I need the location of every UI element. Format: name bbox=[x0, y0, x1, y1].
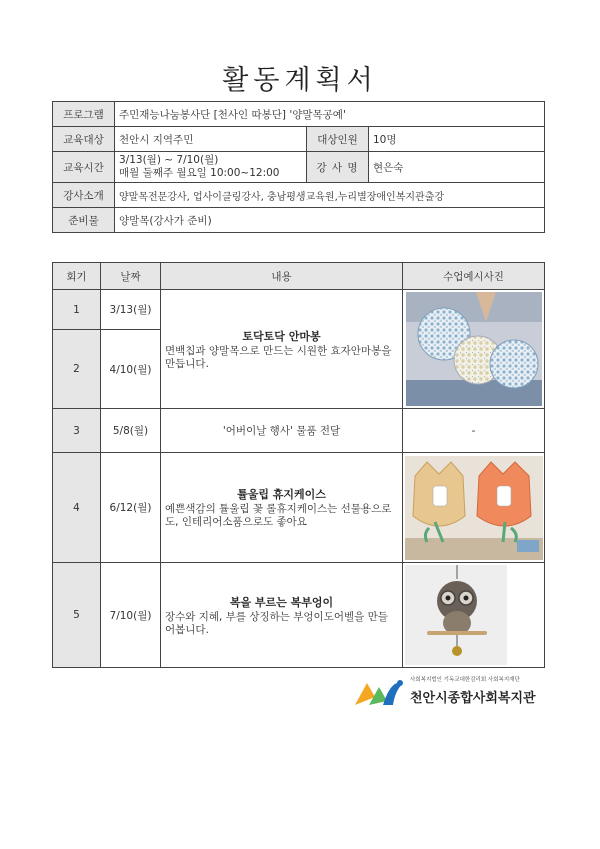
instructor-label: 강 사 명 bbox=[307, 152, 369, 183]
photo-cell-4 bbox=[403, 453, 545, 563]
header-date: 날짜 bbox=[101, 263, 161, 290]
session-no: 2 bbox=[53, 330, 101, 409]
content-title: 튤울립 휴지케이스 bbox=[237, 488, 326, 501]
content-parents-day: '어버이날 행사' 물품 전달 bbox=[161, 409, 403, 453]
program-value: 주민재능나눔봉사단 [천사인 따봉단] '양말목공예' bbox=[115, 102, 545, 127]
program-label: 프로그램 bbox=[53, 102, 115, 127]
content-desc: 예쁜색감의 튤울립 꽃 롤휴지케이스는 선물용으로도, 인테리어소품으로도 좋아요 bbox=[165, 503, 392, 528]
time-line-1: 3/13(월) ~ 7/10(월) bbox=[119, 154, 219, 166]
time-line-2: 매월 둘째주 월요일 10:00~12:00 bbox=[119, 167, 280, 179]
supplies-label: 준비물 bbox=[53, 208, 115, 233]
content-desc: 장수와 지혜, 부를 상징하는 부엉이도어벨을 만들어봅니다. bbox=[165, 610, 388, 636]
intro-label: 강사소개 bbox=[53, 183, 115, 208]
header-photo: 수업예시사진 bbox=[403, 263, 545, 290]
footer-logo bbox=[353, 673, 553, 713]
intro-value: 양말목전문강사, 업사이클링강사, 충남평생교육원,누리별장애인복지관출강 bbox=[115, 183, 545, 208]
content-desc: 면백칩과 양말목으로 만드는 시원한 효자안마봉을 만듭니다. bbox=[165, 344, 392, 370]
supplies-value: 양말목(강사가 준비) bbox=[115, 208, 545, 233]
welfare-center-logo-icon bbox=[353, 677, 407, 711]
target-value: 천안시 지역주민 bbox=[115, 127, 307, 152]
instructor-value: 현은숙 bbox=[369, 152, 545, 183]
info-table bbox=[52, 101, 545, 233]
time-value bbox=[115, 152, 307, 183]
header-session: 회기 bbox=[53, 263, 101, 290]
target-label: 교육대상 bbox=[53, 127, 115, 152]
photo-placeholder-dash: - bbox=[403, 409, 545, 453]
session-date: 3/13(월) bbox=[101, 290, 161, 330]
content-owl bbox=[161, 563, 403, 668]
session-date: 4/10(월) bbox=[101, 330, 161, 409]
photo-cell-1 bbox=[403, 290, 545, 409]
content-tulip-case bbox=[161, 453, 403, 563]
footer-foundation-text: 사회복지법인 기독교대한감리회 사회복지재단 bbox=[410, 677, 520, 683]
content-title: 복을 부르는 복부엉이 bbox=[229, 595, 334, 609]
tulip-case-photo bbox=[405, 456, 543, 560]
content-massage-stick bbox=[161, 290, 403, 409]
schedule-table bbox=[52, 262, 545, 668]
content-title: 토닥토닥 안마봉 bbox=[242, 329, 321, 343]
session-date: 7/10(월) bbox=[101, 563, 161, 668]
session-no: 1 bbox=[53, 290, 101, 330]
header-content: 내용 bbox=[161, 263, 403, 290]
photo-cell-5 bbox=[403, 563, 545, 668]
headcount-value: 10명 bbox=[369, 127, 545, 152]
headcount-label: 대상인원 bbox=[307, 127, 369, 152]
massage-stick-photo bbox=[406, 292, 542, 406]
session-date: 6/12(월) bbox=[101, 453, 161, 563]
page-title: 활동계획서 bbox=[222, 65, 378, 96]
owl-photo bbox=[405, 565, 507, 665]
session-no: 5 bbox=[53, 563, 101, 668]
session-no: 3 bbox=[53, 409, 101, 453]
session-no: 4 bbox=[53, 453, 101, 563]
footer-center-name: 천안시종합사회복지관 bbox=[410, 691, 536, 706]
session-date: 5/8(월) bbox=[101, 409, 161, 453]
time-label: 교육시간 bbox=[53, 152, 115, 183]
